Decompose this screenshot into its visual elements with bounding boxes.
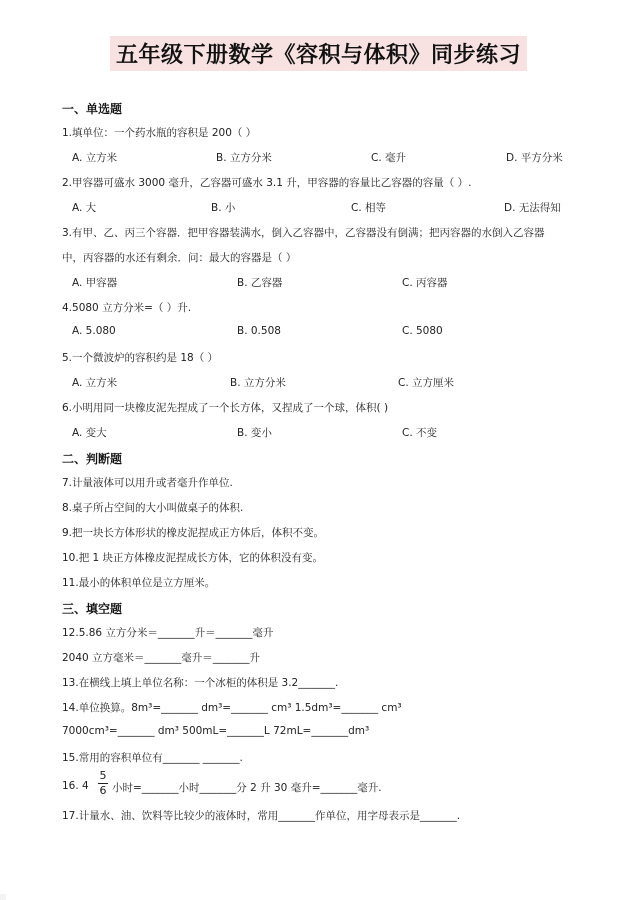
question-14-part-1: 14.单位换算。8m³=_______ dm³=_______ cm³ 1.5dm³=_______ cm³ (62, 702, 402, 714)
q1-option-a: A. 立方米 (72, 152, 118, 164)
question-6: 6.小明用同一块橡皮泥先捏成了一个长方体，又捏成了一个球，体积( ) (62, 402, 389, 414)
section-heading-fill-blank: 三、填空题 (62, 602, 123, 616)
question-1: 1.填单位：一个药水瓶的容积是 200（ ） (62, 127, 257, 139)
question-7: 7.计量液体可以用升或者毫升作单位. (62, 477, 233, 489)
page-corner-mark (0, 894, 6, 900)
question-12-part-1: 12.5.86 立方分米＝_______升＝_______毫升 (62, 627, 274, 639)
q2-option-c: C. 相等 (351, 202, 387, 214)
question-3-line-1: 3.有甲、乙、丙三个容器．把甲容器装满水，倒入乙容器中，乙容器没有倒满；把丙容器的水倒入乙容器 (62, 227, 545, 239)
question-16-rest: 小时=_______小时_______分 2 升 30 毫升=_______毫升. (112, 782, 382, 794)
q3-option-a: A. 甲容器 (72, 277, 118, 289)
question-14-part-2: 7000cm³=_______ dm³ 500mL=_______L 72mL=_______dm³ (62, 725, 370, 737)
q2-option-b: B. 小 (211, 202, 236, 214)
question-12-part-2: 2040 立方毫米＝_______毫升＝_______升 (62, 652, 261, 664)
question-9: 9.把一块长方体形状的橡皮泥捏成正方体后，体积不变。 (62, 527, 325, 539)
question-11: 11.最小的体积单位是立方厘米。 (62, 577, 216, 589)
fraction-numerator: 5 (99, 769, 107, 782)
section-heading-true-false: 二、判断题 (62, 452, 123, 466)
q3-option-c: C. 丙容器 (402, 277, 448, 289)
q1-option-b: B. 立方分米 (216, 152, 272, 164)
q5-option-c: C. 立方厘米 (398, 377, 455, 389)
question-10: 10.把 1 块正方体橡皮泥捏成长方体，它的体积没有变。 (62, 552, 324, 564)
question-5: 5.一个微波炉的容积约是 18（ ） (62, 352, 219, 364)
mixed-number-fraction (98, 770, 108, 797)
q3-option-b: B. 乙容器 (237, 277, 283, 289)
q4-option-b: B. 0.508 (237, 325, 281, 337)
page-title: 五年级下册数学《容积与体积》同步练习 (110, 36, 527, 71)
question-15: 15.常用的容积单位有_______ _______. (62, 752, 243, 764)
q5-option-b: B. 立方分米 (230, 377, 286, 389)
q2-option-a: A. 大 (72, 202, 97, 214)
question-17: 17.计量水、油、饮料等比较少的液体时，常用_______作单位，用字母表示是_______. (62, 810, 461, 822)
q4-option-a: A. 5.080 (72, 325, 116, 337)
section-heading-single-choice: 一、单选题 (62, 102, 123, 116)
q6-option-b: B. 变小 (237, 427, 272, 439)
q1-option-d: D. 平方分米 (506, 152, 563, 164)
q6-option-a: A. 变大 (72, 427, 107, 439)
question-4: 4.5080 立方分米=（ ）升. (62, 302, 192, 314)
q6-option-c: C. 不变 (402, 427, 438, 439)
q1-option-c: C. 毫升 (371, 152, 407, 164)
question-8: 8.桌子所占空间的大小叫做桌子的体积. (62, 502, 244, 514)
question-13: 13.在横线上填上单位名称：一个冰柜的体积是 3.2_______. (62, 677, 339, 689)
question-3-line-2: 中，丙容器的水还有剩余．问：最大的容器是（ ） (62, 252, 297, 264)
question-2: 2.甲容器可盛水 3000 毫升，乙容器可盛水 3.1 升，甲容器的容量比乙容器的容量（ ）. (62, 177, 472, 189)
q4-option-c: C. 5080 (402, 325, 443, 337)
q5-option-a: A. 立方米 (72, 377, 118, 389)
q2-option-d: D. 无法得知 (504, 202, 561, 214)
fraction-denominator: 6 (99, 784, 107, 797)
question-16-prefix: 16. 4 (62, 780, 89, 792)
title-area (0, 36, 637, 71)
